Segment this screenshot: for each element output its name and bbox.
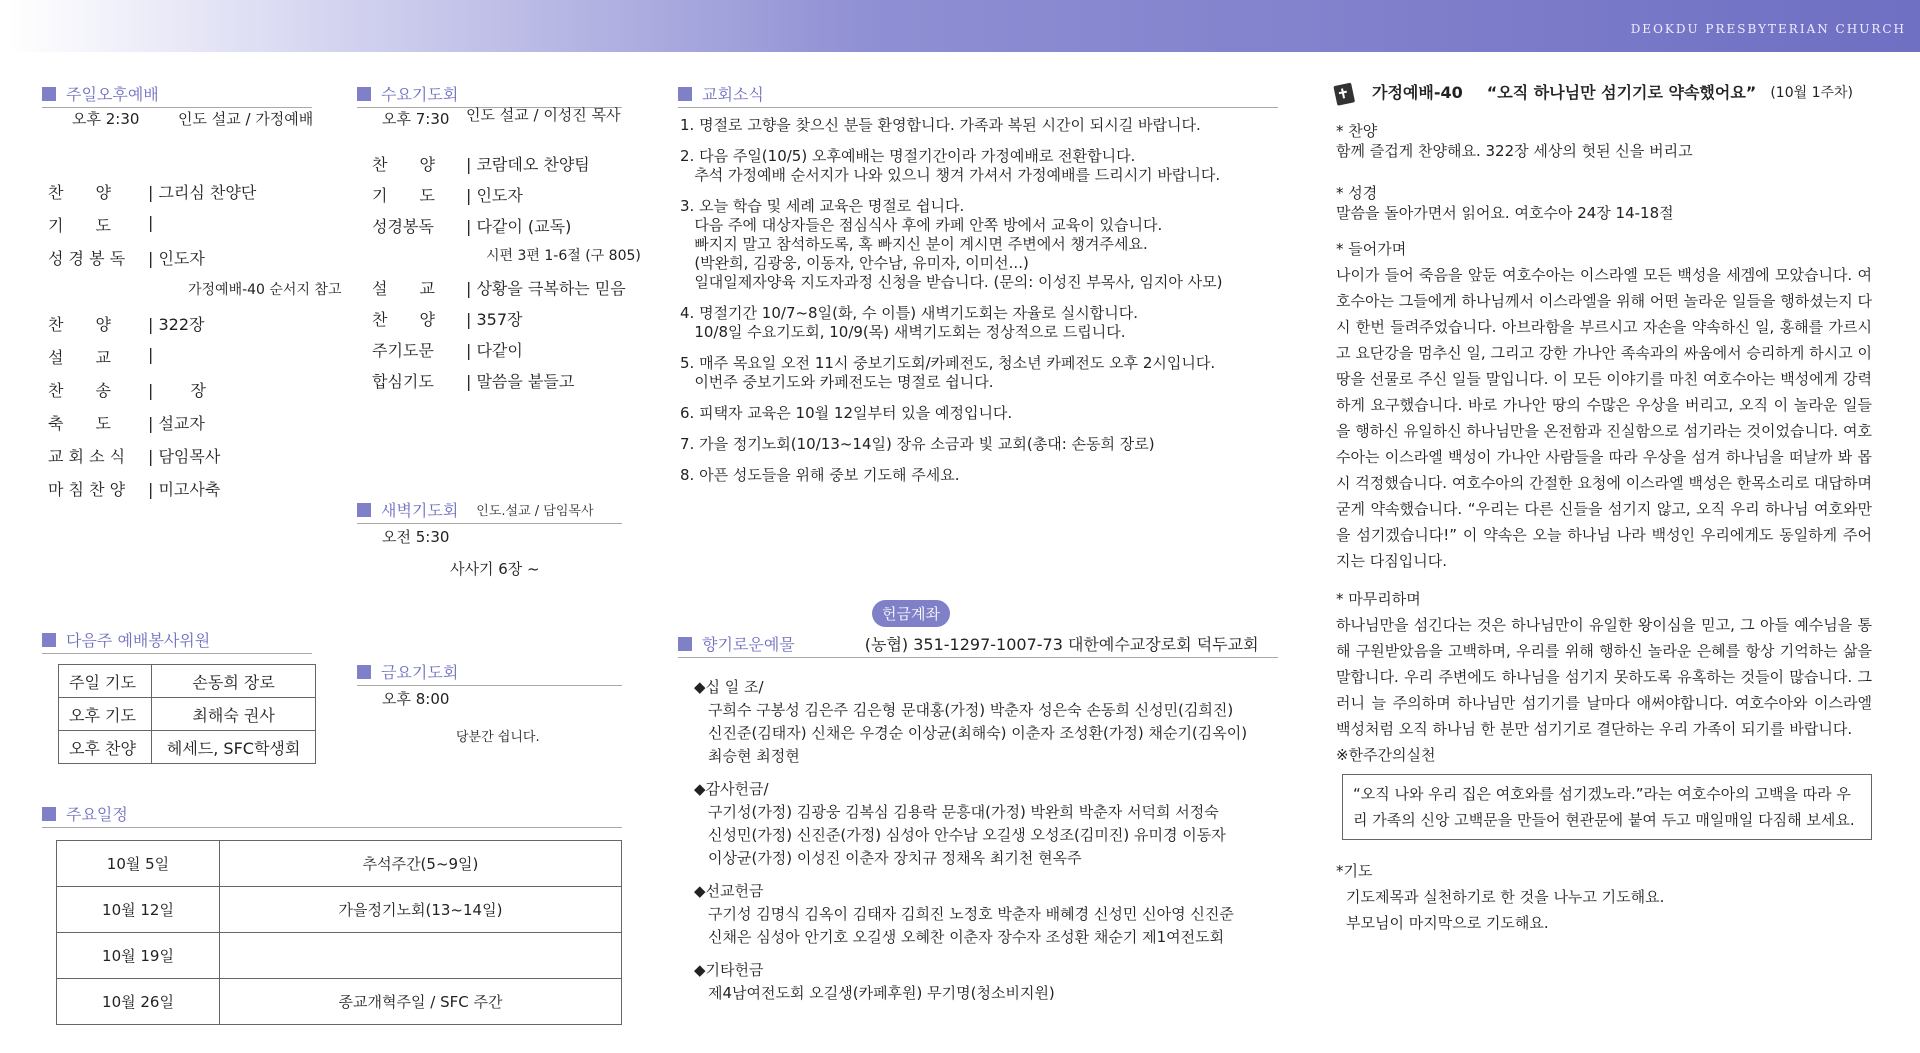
order-label: 성경봉독 — [372, 217, 434, 236]
bible-heading: * 성경 — [1336, 184, 1378, 202]
square-icon — [42, 633, 56, 647]
person-cell: 헤세드, SFC학생회 — [152, 731, 316, 764]
square-icon — [357, 665, 371, 679]
servers-table — [58, 664, 316, 764]
service-leader: 인도 설교 / 이성진 목사 — [466, 106, 621, 124]
donation-heading: ◆십 일 조/ — [694, 678, 764, 696]
order-value: | 인도자 — [466, 186, 523, 205]
table-row — [57, 887, 622, 933]
order-value: | 상황을 극복하는 믿음 — [466, 279, 626, 298]
donor-line: 최승현 최정현 — [708, 747, 800, 765]
donor-line: 신진준(김태자) 신채은 우경순 이상균(최해숙) 이춘자 조성환(가정) 채순기(김옥이) — [708, 724, 1248, 742]
account-pill: 헌금계좌 — [872, 600, 950, 627]
order-value: | 담임목사 — [148, 447, 221, 466]
square-icon — [357, 503, 371, 517]
bank-account: (농협) 351-1297-1007-73 대한예수교장로회 덕두교회 — [864, 635, 1259, 654]
table-row — [57, 933, 622, 979]
order-row — [372, 245, 641, 265]
section-dawn — [357, 498, 622, 524]
devotion-title: 가정예배-40 — [1372, 83, 1463, 102]
practice-heading: ※한주간의실천 — [1336, 746, 1436, 764]
donation-list — [694, 676, 1294, 1005]
section-title: 새벽기도회 — [381, 501, 459, 520]
order-value: | 코람데오 찬양팀 — [466, 155, 590, 174]
news-item: 1. 명절로 고향을 찾으신 분들 환영합니다. 가족과 복된 시간이 되시길 바랍니다. — [680, 116, 1201, 134]
order-label: 찬 양 — [48, 315, 111, 334]
header-bar — [8, 0, 1920, 52]
listen-heading: * 들어가며 — [1336, 240, 1407, 258]
table-row — [57, 841, 622, 887]
order-row — [48, 180, 256, 203]
order-value: | — [148, 213, 154, 232]
pray-line-1: 기도제목과 실천하기로 한 것을 나누고 기도해요. — [1346, 888, 1665, 906]
service-leader: 인도 설교 / 가정예배 — [178, 110, 314, 128]
news-item: 8. 아픈 성도들을 위해 중보 기도해 주세요. — [680, 466, 960, 484]
service-time: 오후 7:30 — [382, 110, 450, 128]
section-news — [678, 82, 1278, 108]
section-offering — [678, 632, 1278, 658]
section-sunday-pm — [42, 82, 312, 108]
role-cell: 주일 기도 — [59, 665, 152, 698]
news-list — [680, 116, 1280, 497]
order-row — [372, 307, 522, 330]
table-row — [57, 979, 622, 1025]
section-title: 수요기도회 — [381, 85, 459, 104]
order-label: 기 도 — [372, 186, 435, 205]
order-row — [48, 246, 205, 269]
order-row — [48, 378, 206, 401]
section-title: 향기로운예물 — [702, 635, 795, 654]
dawn-text: 사사기 6장 ~ — [450, 560, 540, 578]
date-cell: 10월 26일 — [57, 979, 220, 1025]
order-label: 설 교 — [48, 348, 111, 367]
order-value: | 말씀을 붙들고 — [466, 372, 575, 391]
order-row — [372, 338, 523, 361]
order-row — [372, 276, 626, 299]
section-title: 주요일정 — [66, 805, 128, 824]
order-row — [48, 411, 205, 434]
order-label: 설 교 — [372, 279, 435, 298]
news-item: 6. 피택자 교육은 10월 12일부터 있을 예정입니다. — [680, 404, 1013, 422]
news-item: 3. 오늘 학습 및 세례 교육은 명절로 쉽니다. 다음 주에 대상자들은 점심식사 후에 카페 안쪽 방에서 교육이 있습니다. 빠지지 말고 참석하도록, 혹 빠지신 분이 계시면 주변에서 챙겨주세요. (박완희, 김광웅, 이동자, 안수남, 유미자, 이미선...) 일대일제자양육 지도자과정 신청을 받습니다. (문의: 이성진 부목사, 임지아 사모) — [680, 197, 1223, 291]
order-label — [48, 279, 148, 299]
order-value: | 설교자 — [148, 414, 205, 433]
service-time: 오후 2:30 — [72, 110, 140, 128]
section-schedule — [42, 802, 622, 828]
order-row — [48, 213, 153, 236]
order-label: 주기도문 — [372, 341, 434, 360]
donor-line: 구기성(가정) 김광웅 김복심 김용락 문흥대(가정) 박완희 박춘자 서덕희 서정숙 — [708, 803, 1219, 821]
devotion-header — [1332, 80, 1872, 106]
order-row — [48, 444, 220, 467]
pray-heading: *기도 — [1336, 862, 1373, 880]
order-label: 축 도 — [48, 414, 111, 433]
event-cell: 종교개혁주일 / SFC 주간 — [220, 979, 622, 1025]
devotion-week: (10월 1주차) — [1770, 85, 1853, 101]
table-row — [59, 698, 316, 731]
order-label: 합심기도 — [372, 372, 434, 391]
order-value: | 미고사축 — [148, 480, 221, 499]
square-icon — [357, 87, 371, 101]
donor-line: 구희수 구봉성 김은주 김은형 문대홍(가정) 박춘자 성은숙 손동희 신성민(김희진) — [708, 701, 1234, 719]
order-label: 찬 양 — [372, 155, 435, 174]
donation-heading: ◆기타헌금 — [694, 961, 764, 979]
role-cell: 오후 기도 — [59, 698, 152, 731]
devotion-quote: “오직 하나님만 섬기기로 약속했어요” — [1486, 83, 1757, 102]
order-value: 시편 3편 1-6절 (구 805) — [486, 248, 641, 264]
news-item: 5. 매주 목요일 오전 11시 중보기도회/카페전도, 청소년 카페전도 오후 2시입니다. 이번주 중보기도와 카페전도는 명절로 쉽니다. — [680, 354, 1216, 391]
fri-time: 오후 8:00 — [382, 690, 450, 708]
order-row — [372, 183, 523, 206]
square-icon — [678, 87, 692, 101]
close-heading: * 마무리하며 — [1336, 590, 1421, 608]
event-cell — [220, 933, 622, 979]
order-value: | 다같이 — [466, 341, 523, 360]
donor-line: 신성민(가정) 신진준(가정) 심성아 안수남 오길생 오성조(김미진) 유미경 이동자 — [708, 826, 1226, 844]
order-label: 성 경 봉 독 — [48, 249, 126, 268]
order-value: | 장 — [148, 381, 206, 400]
order-row — [48, 345, 153, 368]
order-label — [372, 245, 466, 265]
order-label: 교 회 소 식 — [48, 447, 126, 466]
order-value: | 357장 — [466, 310, 523, 329]
table-row — [59, 731, 316, 764]
order-label: 찬 양 — [48, 183, 111, 202]
news-item: 4. 명절기간 10/7~8일(화, 수 이틀) 새벽기도회는 자율로 실시합니다. 10/8일 수요기도회, 10/9(목) 새벽기도회는 정상적으로 드립니다. — [680, 304, 1138, 341]
listen-text: 나이가 들어 죽음을 앞둔 여호수아는 이스라엘 모든 백성을 세겜에 모았습니다. 여호수아는 그들에게 하나님께서 이스라엘을 위해 어떤 놀라운 일들을 행하셨는지 다시 한번 들려주었습니다. 아브라함을 부르시고 자손을 약속하신 일, 홍해를 가르시고 요단강을 멈추신 일, 그리고 강한 가나안 족속과의 싸움에서 승리하게 하시고 이 땅을 선물로 주신 일들 말입니다. 이 모든 이야기를 마친 여호수아는 백성에게 강력하게 요구했습니다. 바로 가나안 땅의 수많은 우상을 버리고, 오직 이 놀라운 일들을 행하신 유일하신 하나님만을 온전함과 진실함으로 섬기라는 것이었습니다. 여호수아는 이스라엘 백성이 가나안 사람들을 따라 우상을 섬겨 하나님을 떠날까 봐 몹시 걱정했습니다. 여호수아의 간절한 요청에 이스라엘 백성은 한목소리로 대답하며 굳게 약속했습니다. “우리는 다른 신들을 섬기지 않고, 오직 우리 하나님 여호와만을 섬기겠습니다!” 이 약속은 오늘 하나님 나라 백성인 우리에게도 동일하게 주어지는 다짐입니다. — [1336, 266, 1872, 570]
person-cell: 최해숙 권사 — [152, 698, 316, 731]
order-value: 가정예배-40 순서지 참고 — [188, 282, 342, 298]
section-next-week — [42, 628, 312, 654]
praise-heading: * 찬양 — [1336, 122, 1378, 140]
church-name: DEOKDU PRESBYTERIAN CHURCH — [1630, 22, 1906, 36]
square-icon — [42, 87, 56, 101]
order-label: 찬 양 — [372, 310, 435, 329]
date-cell: 10월 12일 — [57, 887, 220, 933]
table-row — [59, 665, 316, 698]
family-devotion — [1336, 80, 1872, 936]
pray-line-2: 부모님이 마지막으로 기도해요. — [1346, 914, 1549, 932]
dawn-time: 오전 5:30 — [382, 528, 450, 546]
order-row — [372, 369, 574, 392]
order-value: | 322장 — [148, 315, 205, 334]
event-cell: 가을정기노회(13~14일) — [220, 887, 622, 933]
order-value: | 인도자 — [148, 249, 205, 268]
order-row — [48, 312, 204, 335]
fri-text: 당분간 쉽니다. — [456, 730, 540, 745]
role-cell: 오후 찬양 — [59, 731, 152, 764]
order-row — [48, 279, 341, 299]
event-cell: 추석주간(5~9일) — [220, 841, 622, 887]
donor-line: 이상균(가정) 이성진 이춘자 장치규 정채옥 최기천 현옥주 — [708, 849, 1082, 867]
order-label: 찬 송 — [48, 381, 111, 400]
date-cell: 10월 19일 — [57, 933, 220, 979]
donation-heading: ◆감사헌금/ — [694, 780, 769, 798]
close-text: 하나님만을 섬긴다는 것은 하나님만이 유일한 왕이심을 믿고, 그 아들 예수님을 통해 구원받았음을 고백하며, 우리를 위해 행하신 놀라운 은혜를 항상 기억하는 삶을 말합니다. 우리 주변에도 하나님을 섬기지 못하도록 유혹하는 것들이 많습니다. 그러니 늘 주의하며 하나님만 섬기기를 날마다 애써야합니다. 여호수아와 이스라엘 백성처럼 오직 하나님 한 분만 섬기기로 결단하는 우리 가족이 되기를 바랍니다. — [1336, 616, 1872, 738]
person-cell: 손동희 장로 — [152, 665, 316, 698]
order-label: 기 도 — [48, 216, 111, 235]
schedule-table — [56, 840, 622, 1025]
practice-box: “오직 나와 우리 집은 여호와를 섬기겠노라.”라는 여호수아의 고백을 따라 우리 가족의 신앙 고백문을 만들어 현관문에 붙여 두고 매일매일 다짐해 보세요. — [1342, 774, 1872, 840]
order-row — [372, 214, 571, 237]
order-row — [48, 477, 220, 500]
bible-text: 말씀을 돌아가면서 읽어요. 여호수아 24장 14-18절 — [1336, 204, 1674, 222]
news-item: 7. 가을 정기노회(10/13~14일) 장유 소금과 빛 교회(총대: 손동희 장로) — [680, 435, 1155, 453]
order-label: 마 침 찬 양 — [48, 480, 126, 499]
bible-icon — [1332, 80, 1358, 106]
order-value: | — [148, 345, 154, 364]
praise-text: 함께 즐겁게 찬양해요. 322장 세상의 헛된 신을 버리고 — [1336, 142, 1693, 160]
donor-line: 구기성 김명식 김옥이 김태자 김희진 노정호 박춘자 배혜경 신성민 신아영 신진준 — [708, 905, 1234, 923]
donation-heading: ◆선교헌금 — [694, 882, 764, 900]
order-value: | 그리심 찬양단 — [148, 183, 257, 202]
donor-line: 신채은 심성아 안기호 오길생 오혜찬 이춘자 장수자 조성환 채순기 제1여전도회 — [708, 928, 1225, 946]
dawn-leader: 인도.설교 / 담임목사 — [476, 504, 594, 519]
section-title: 다음주 예배봉사위원 — [66, 631, 211, 650]
donor-line: 제4남여전도회 오길생(카페후원) 무기명(청소비지원) — [708, 984, 1055, 1002]
news-item: 2. 다음 주일(10/5) 오후예배는 명절기간이라 가정예배로 전환합니다. 추석 가정예배 순서지가 나와 있으니 챙겨 가셔서 가정예배를 드리시기 바랍니다. — [680, 147, 1221, 184]
section-title: 주일오후예배 — [66, 85, 159, 104]
order-value: | 다같이 (교독) — [466, 217, 572, 236]
date-cell: 10월 5일 — [57, 841, 220, 887]
section-title: 금요기도회 — [381, 663, 459, 682]
section-fri — [357, 660, 622, 686]
section-title: 교회소식 — [702, 85, 764, 104]
order-row — [372, 152, 590, 175]
square-icon — [678, 637, 692, 651]
square-icon — [42, 807, 56, 821]
